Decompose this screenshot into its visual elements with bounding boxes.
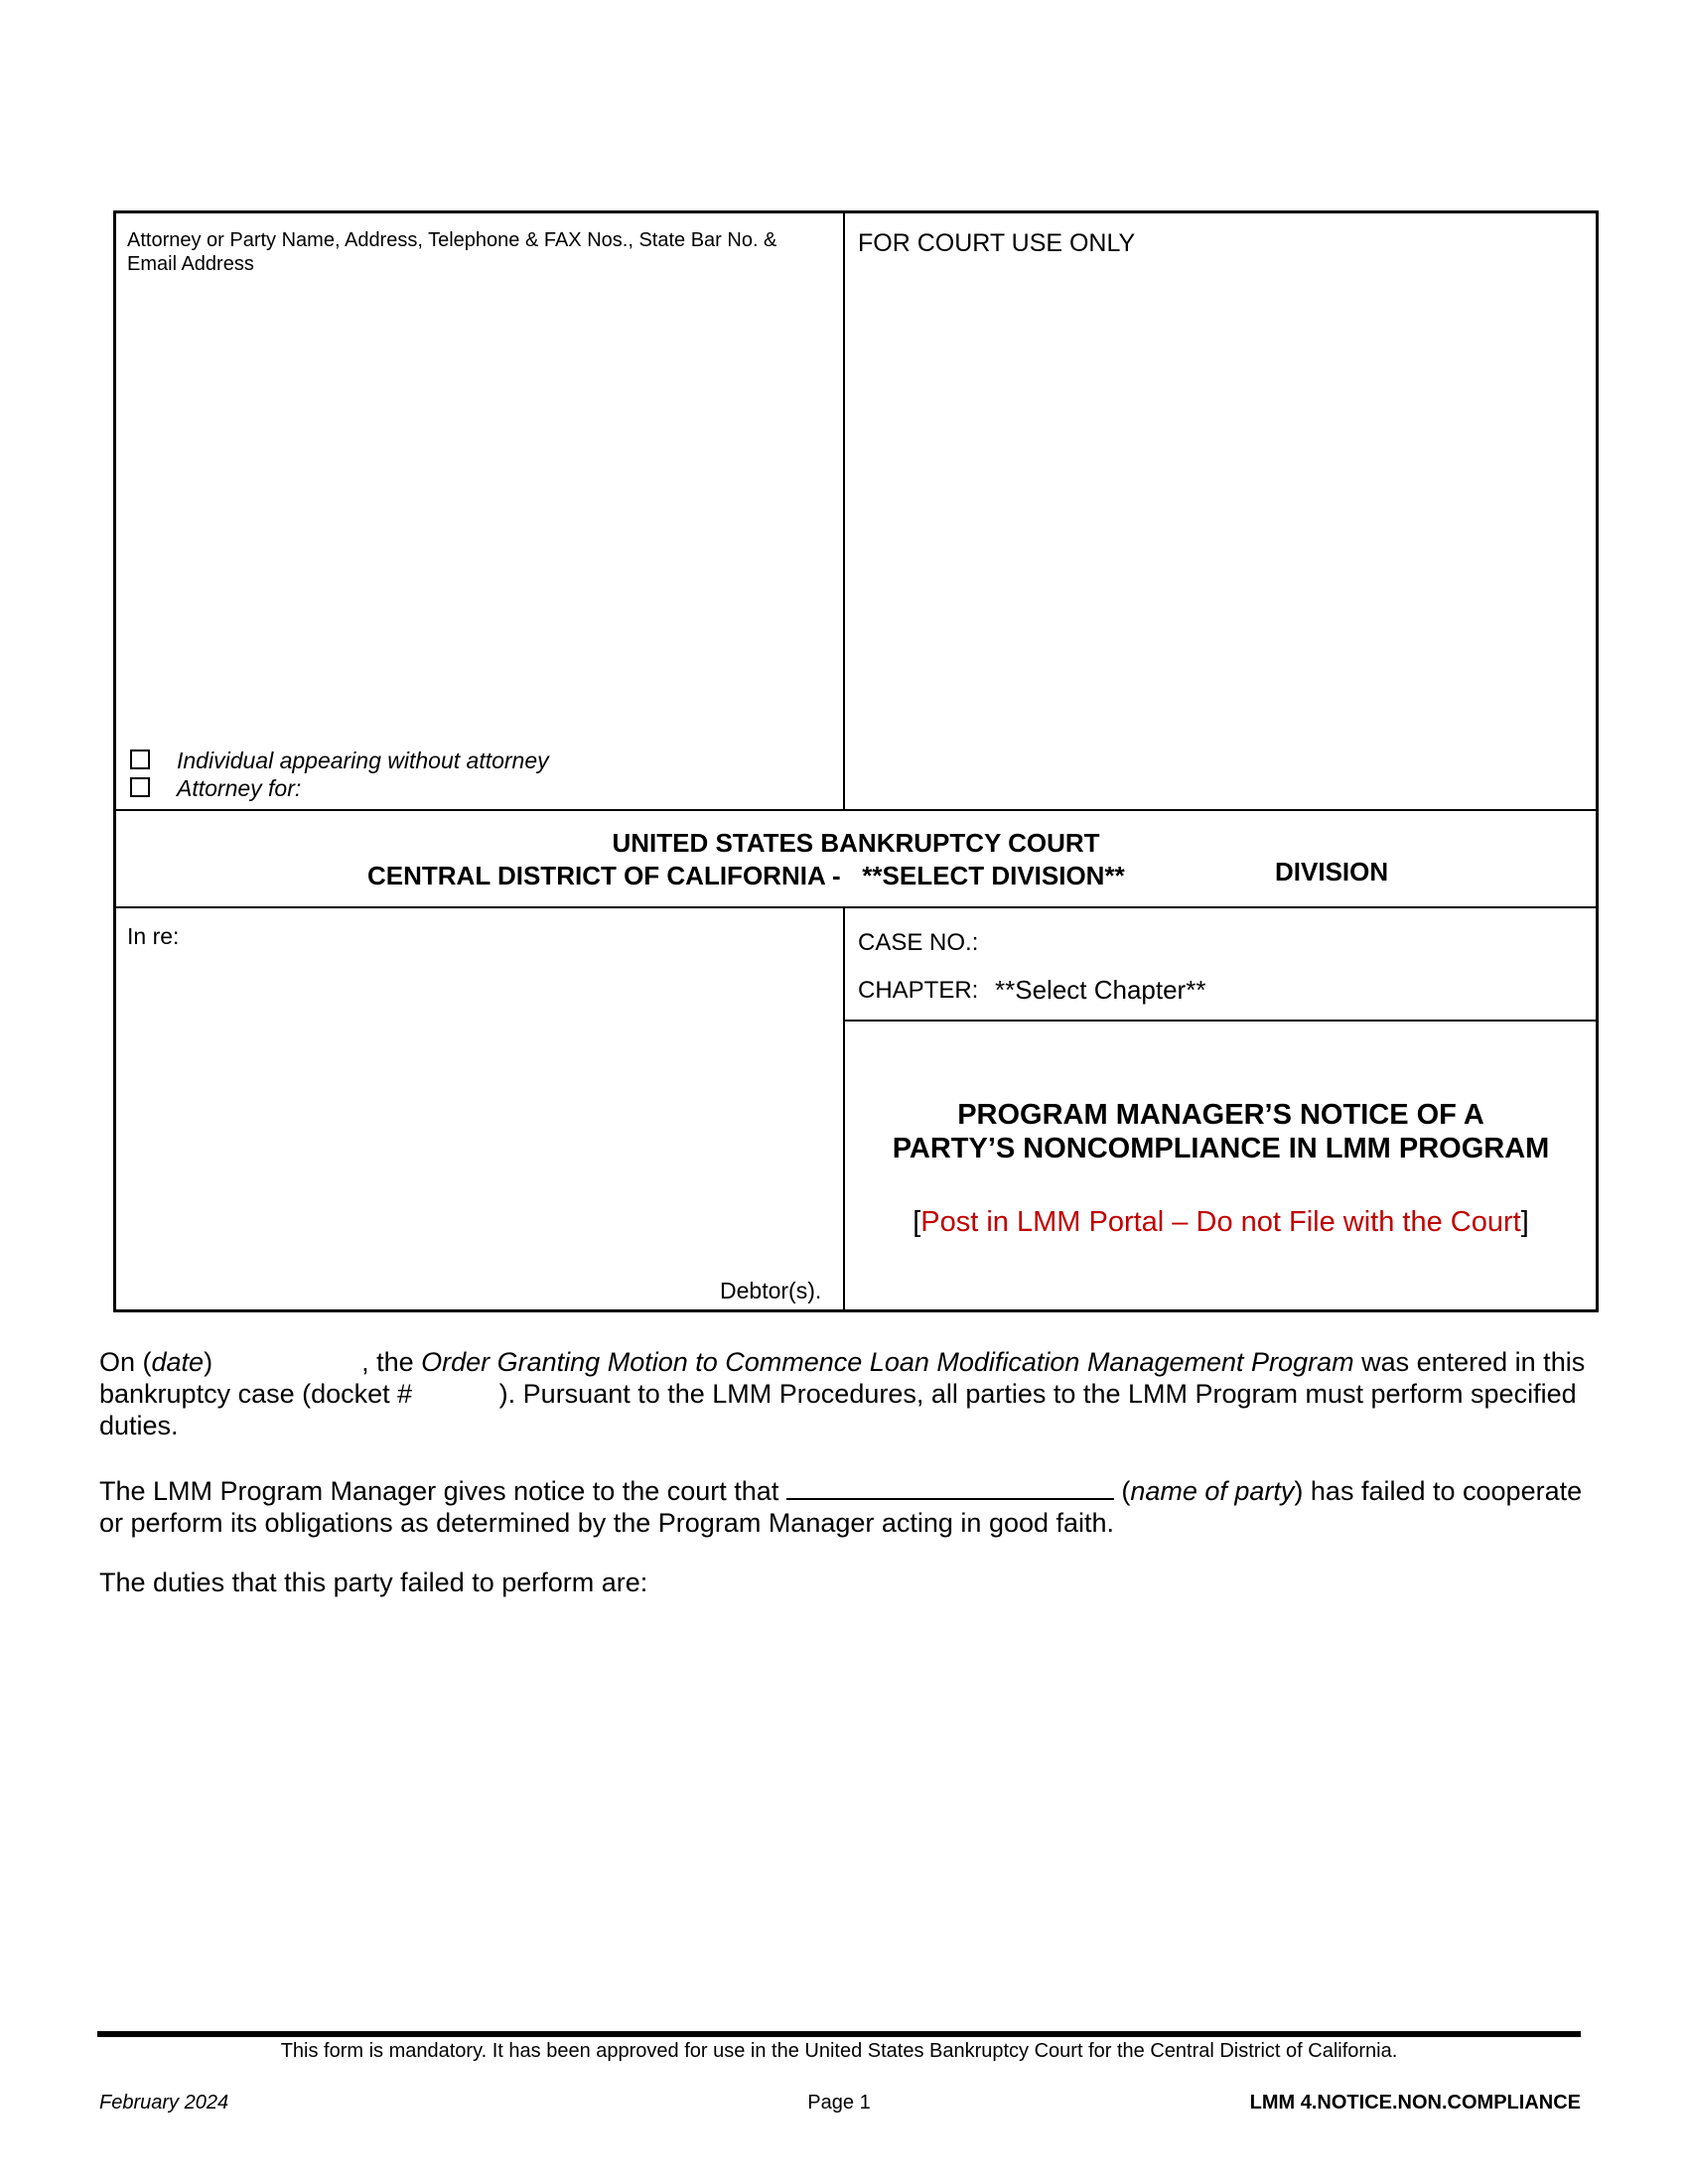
debtors-label: Debtor(s). xyxy=(720,1278,822,1303)
divider-court-top xyxy=(113,809,1599,811)
footer-page: Page 1 xyxy=(807,2092,871,2114)
instruction-text: Post in LMM Portal – Do not File with the Court xyxy=(920,1206,1521,1238)
footer-mandatory-text: This form is mandatory. It has been approved for use in the United States Bankruptcy Court for the Central District of California. xyxy=(280,2040,1398,2062)
footer-rule xyxy=(97,2031,1581,2037)
divider-court-bottom xyxy=(113,906,1599,908)
p1-the: , the xyxy=(361,1347,422,1377)
attorney-for-checkbox-label: Attorney for: xyxy=(177,775,302,801)
notice-title-line2: PARTY’S NONCOMPLIANCE IN LMM PROGRAM xyxy=(892,1133,1550,1164)
court-name-line2: CENTRAL DISTRICT OF CALIFORNIA - **SELECT DIVISION** xyxy=(367,861,1125,890)
court-name-line1: UNITED STATES BANKRUPTCY COURT xyxy=(612,828,1100,858)
instruction-close-bracket: ] xyxy=(1520,1206,1529,1238)
notice-paragraph xyxy=(99,1472,1599,1539)
notice-title-line1: PROGRAM MANAGER’S NOTICE OF A xyxy=(957,1099,1484,1131)
p1-close-paren: ) xyxy=(204,1347,213,1377)
divider-chapter xyxy=(843,1020,1599,1022)
in-re-label: In re: xyxy=(127,923,180,949)
chapter-label: CHAPTER: xyxy=(858,977,979,1004)
case-no-label: CASE NO.: xyxy=(858,929,979,956)
individual-checkbox-label: Individual appearing without attorney xyxy=(177,748,549,773)
attorney-label: Attorney or Party Name, Address, Telephone & FAX Nos., State Bar No. & Email Address xyxy=(127,229,777,275)
p2-name-of-party: name of party xyxy=(1130,1476,1295,1506)
p1-rest: was entered in this bankruptcy case (docket # xyxy=(99,1347,1586,1409)
attorney-for-checkbox[interactable] xyxy=(130,777,150,797)
divider-top-vertical xyxy=(843,210,845,811)
order-paragraph xyxy=(99,1346,1599,1441)
p2-start: The LMM Program Manager gives notice to the court that xyxy=(99,1476,786,1506)
portal-instruction xyxy=(843,1205,1599,1239)
p2-open-paren: ( xyxy=(1113,1476,1131,1506)
chapter-select[interactable]: **Select Chapter** xyxy=(995,975,1206,1005)
p2-end: ) has failed to cooperate or perform its obligations as determined by the Program Manager acting in good faith. xyxy=(99,1476,1583,1538)
p1-on: On ( xyxy=(99,1347,152,1377)
instruction-open-bracket: [ xyxy=(913,1206,921,1238)
footer-form-id: LMM 4.NOTICE.NON.COMPLIANCE xyxy=(1249,2092,1581,2114)
order-title: Order Granting Motion to Commence Loan Modification Management Program xyxy=(421,1347,1354,1377)
footer-date: February 2024 xyxy=(99,2092,229,2114)
party-name-blank[interactable] xyxy=(786,1472,1114,1500)
division-label: DIVISION xyxy=(1275,857,1389,887)
p1-date: date xyxy=(151,1347,205,1377)
court-use-label: FOR COURT USE ONLY xyxy=(858,229,1136,257)
p1-end: ). Pursuant to the LMM Procedures, all parties to the LMM Program must perform specified duties. xyxy=(99,1379,1577,1440)
individual-checkbox[interactable] xyxy=(130,750,150,769)
duties-paragraph: The duties that this party failed to perform are: xyxy=(99,1568,648,1597)
